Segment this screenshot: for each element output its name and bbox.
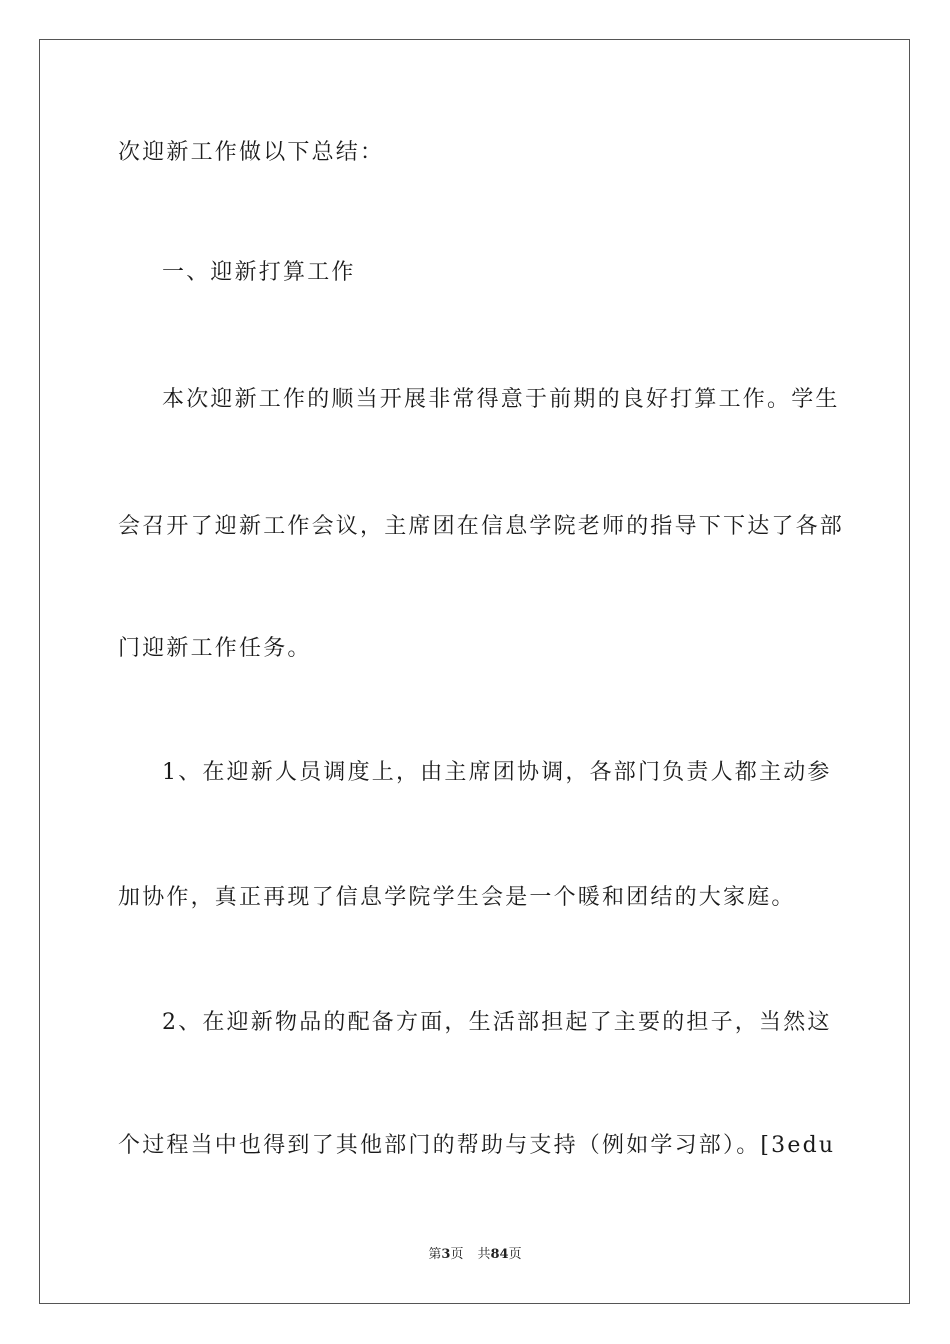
- page-number: 3: [441, 1247, 451, 1262]
- text-line-7: 加协作，真正再现了信息学院学生会是一个暖和团结的大家庭。: [118, 885, 796, 910]
- page-footer: [0, 1246, 950, 1264]
- text-line-6: 1、在迎新人员调度上，由主席团协调，各部门负责人都主动参: [162, 760, 832, 785]
- total-pages: 84: [490, 1247, 509, 1262]
- total-suffix: 页: [508, 1247, 522, 1262]
- text-line-9: 个过程当中也得到了其他部门的帮助与支持（例如学习部）。[3edu: [118, 1133, 836, 1158]
- text-line-3: 本次迎新工作的顺当开展非常得意于前期的良好打算工作。学生: [162, 387, 840, 412]
- total-prefix: 共: [477, 1247, 491, 1262]
- text-line-4: 会召开了迎新工作会议，主席团在信息学院老师的指导下下达了各部: [118, 514, 845, 539]
- page-prefix: 第: [428, 1247, 442, 1262]
- section-heading: 一、迎新打算工作: [162, 260, 356, 285]
- page-suffix: 页: [450, 1247, 464, 1262]
- text-line-5: 门迎新工作任务。: [118, 636, 312, 661]
- text-line-8: 2、在迎新物品的配备方面，生活部担起了主要的担子，当然这: [162, 1010, 832, 1035]
- text-line-1: 次迎新工作做以下总结：: [118, 140, 385, 165]
- page-border: [39, 39, 910, 1304]
